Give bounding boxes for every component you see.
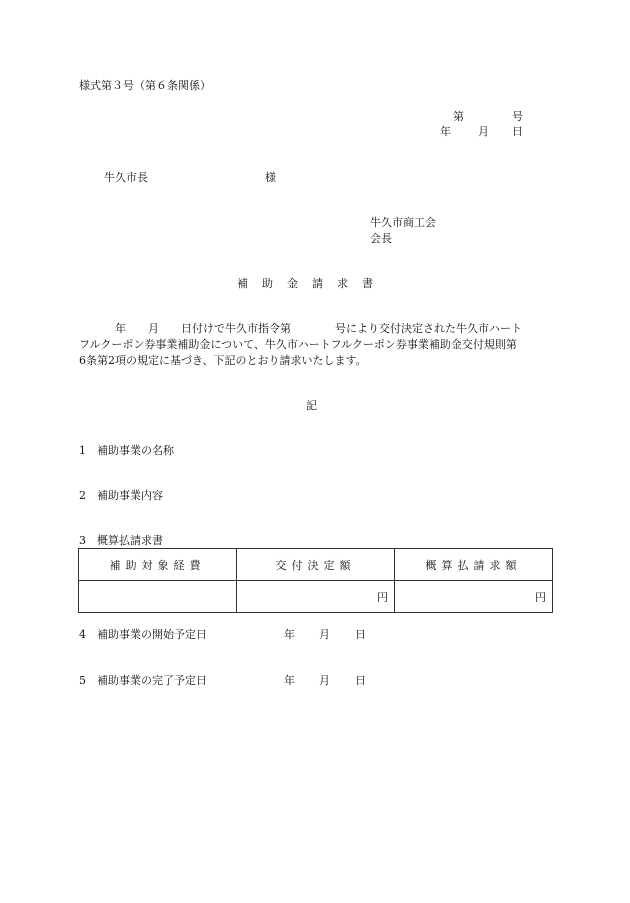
addressee-honorific: 様 [265, 171, 276, 184]
start-date-day: 日 [355, 628, 366, 641]
body-line-1 [79, 321, 559, 337]
body-line-2: フルクーポン券事業補助金について、牛久市ハートフルクーポン券事業補助金交付規則第 [79, 338, 517, 351]
table-row [79, 581, 553, 613]
doc-number-suffix: 号 [512, 110, 523, 123]
cell-eligible-cost[interactable] [79, 581, 237, 613]
item-4 [79, 628, 207, 642]
sender-title: 会長 [370, 232, 392, 245]
item-label: 概算払請求書 [97, 534, 163, 547]
item-label: 補助事業の開始予定日 [97, 628, 207, 641]
document-title: 補助金請求書 [237, 277, 387, 290]
item-number: 2 [79, 489, 86, 502]
item-label: 補助事業内容 [97, 489, 163, 502]
item-5 [79, 674, 207, 688]
cell-grant-decision-amount[interactable]: 円 [237, 581, 395, 613]
sender-org: 牛久市商工会 [370, 216, 436, 229]
body-line-3: 6条第2項の規定に基づき、下記のとおり請求いたします。 [79, 354, 367, 367]
addressee-name: 牛久市長 [104, 171, 148, 184]
item-number: 1 [79, 444, 86, 457]
item-1 [79, 444, 174, 458]
end-date-month: 月 [319, 674, 330, 687]
cell-advance-request-amount[interactable]: 円 [395, 581, 553, 613]
table-header-row [79, 549, 553, 581]
issue-date-day: 日 [512, 125, 523, 138]
item-2 [79, 489, 163, 503]
item-label: 補助事業の完了予定日 [97, 674, 207, 687]
form-id: 様式第３号（第６条関係） [79, 79, 211, 92]
issue-date-month: 月 [478, 125, 489, 138]
item-number: 5 [79, 674, 86, 687]
item-label: 補助事業の名称 [97, 444, 174, 457]
body-line-1a: 日付けで牛久市指令第 [181, 322, 291, 335]
amounts-table [78, 548, 553, 613]
start-date-month: 月 [319, 628, 330, 641]
ki-heading: 記 [306, 399, 317, 412]
doc-number-label: 第 [453, 110, 464, 123]
body-paragraph [79, 321, 559, 369]
header-eligible-cost: 補助対象経費 [79, 549, 237, 581]
start-date-year: 年 [284, 628, 295, 641]
body-month: 月 [148, 322, 159, 335]
end-date-year: 年 [284, 674, 295, 687]
header-grant-decision-amount: 交付決定額 [237, 549, 395, 581]
item-3 [79, 534, 163, 548]
body-line-1b: 号により交付決定された牛久市ハート [335, 322, 522, 335]
item-number: 3 [79, 534, 86, 547]
item-number: 4 [79, 628, 86, 641]
issue-date-year: 年 [440, 125, 451, 138]
end-date-day: 日 [355, 674, 366, 687]
header-advance-request-amount: 概算払請求額 [395, 549, 553, 581]
body-year: 年 [115, 322, 126, 335]
